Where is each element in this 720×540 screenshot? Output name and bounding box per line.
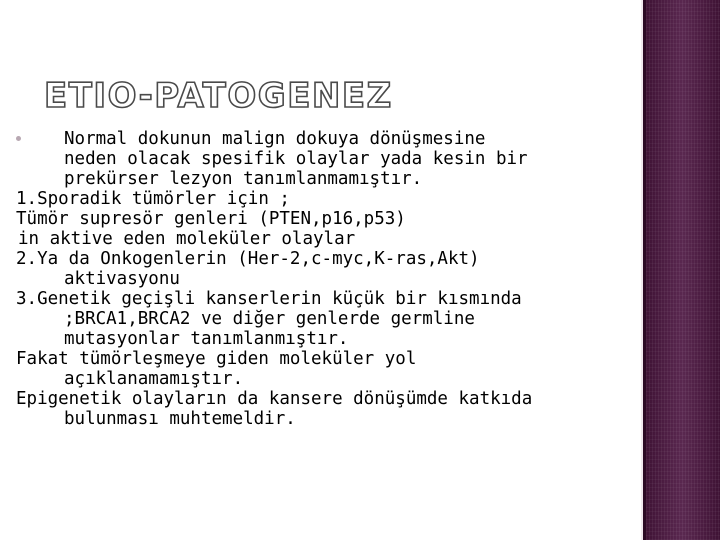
body-line: açıklanamamıştır. [64, 369, 244, 389]
body-line: Tümör supresör genleri (PTEN,p16,p53) [16, 209, 406, 229]
body-line: mutasyonlar tanımlanmıştır. [64, 329, 349, 349]
body-line: ;BRCA1,BRCA2 ve diğer genlerde germline [64, 309, 475, 329]
body-line: Epigenetik olayların da kansere dönüşümde katkıda [16, 389, 533, 409]
body-line: in aktive eden moleküler olaylar [18, 229, 356, 249]
body-line: Fakat tümörleşmeye giden moleküler yol [16, 349, 417, 369]
bullet-item [16, 129, 626, 149]
body-line: neden olacak spesifik olaylar yada kesin bir [64, 149, 528, 169]
body-line: prekürser lezyon tanımlanmamıştır. [64, 169, 423, 189]
body-line: 3.Genetik geçişli kanserlerin küçük bir kısmında [16, 289, 522, 309]
slide-title: ETIO-PATOGENEZ [44, 76, 393, 116]
bullet-icon [16, 136, 21, 141]
slide-body [16, 129, 626, 429]
body-line: aktivasyonu [64, 269, 180, 289]
decorative-side-panel [641, 0, 720, 540]
body-line: 2.Ya da Onkogenlerin (Her-2,c-myc,K-ras,Akt) [16, 249, 480, 269]
body-line: Normal dokunun malign dokuya dönüşmesine [64, 129, 486, 149]
body-line: bulunması muhtemeldir. [64, 409, 296, 429]
body-line: 1.Sporadik tümörler için ; [16, 189, 290, 209]
